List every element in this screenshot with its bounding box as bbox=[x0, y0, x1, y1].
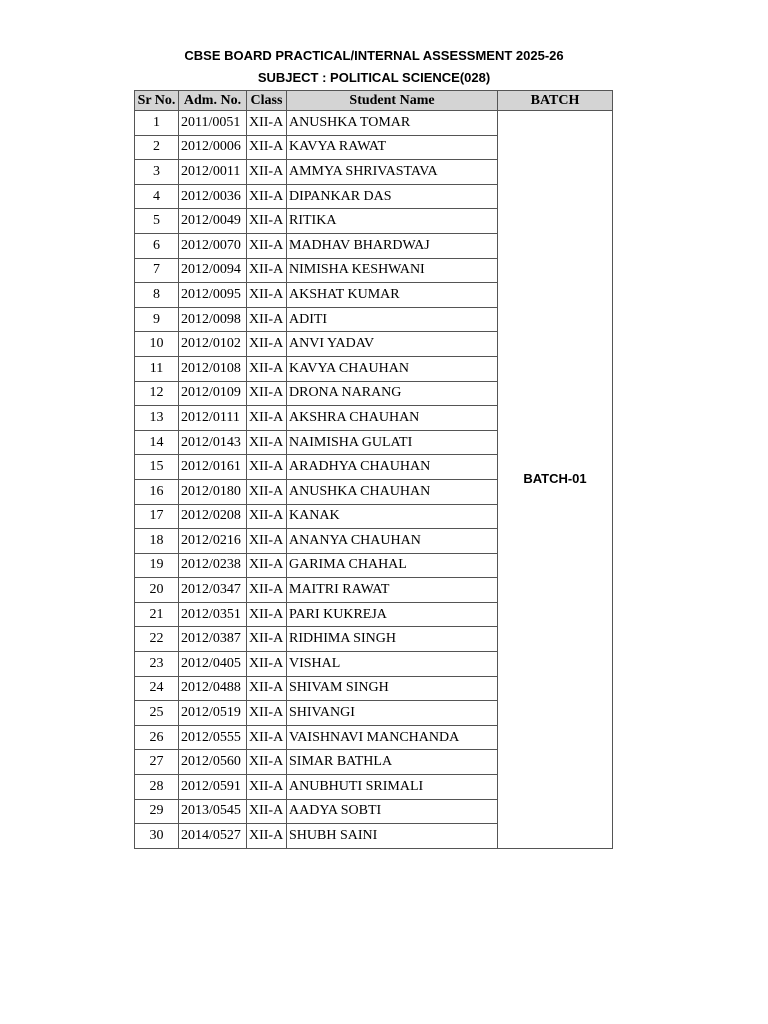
cell-class: XII-A bbox=[247, 750, 287, 775]
cell-batch: BATCH-01 bbox=[498, 111, 613, 849]
cell-adm-no: 2012/0560 bbox=[179, 750, 247, 775]
cell-sr-no: 22 bbox=[135, 627, 179, 652]
cell-sr-no: 27 bbox=[135, 750, 179, 775]
cell-adm-no: 2012/0095 bbox=[179, 283, 247, 308]
cell-sr-no: 11 bbox=[135, 356, 179, 381]
cell-class: XII-A bbox=[247, 725, 287, 750]
cell-student-name: AADYA SOBTI bbox=[287, 799, 498, 824]
cell-student-name: MADHAV BHARDWAJ bbox=[287, 233, 498, 258]
header-student-name: Student Name bbox=[287, 91, 498, 111]
cell-class: XII-A bbox=[247, 701, 287, 726]
cell-adm-no: 2013/0545 bbox=[179, 799, 247, 824]
cell-sr-no: 1 bbox=[135, 111, 179, 136]
cell-adm-no: 2012/0216 bbox=[179, 529, 247, 554]
document-subtitle: SUBJECT : POLITICAL SCIENCE(028) bbox=[257, 70, 491, 85]
cell-class: XII-A bbox=[247, 676, 287, 701]
header-sr-no: Sr No. bbox=[135, 91, 179, 111]
cell-class: XII-A bbox=[247, 111, 287, 136]
cell-adm-no: 2012/0108 bbox=[179, 356, 247, 381]
cell-student-name: NIMISHA KESHWANI bbox=[287, 258, 498, 283]
cell-student-name: ANVI YADAV bbox=[287, 332, 498, 357]
cell-class: XII-A bbox=[247, 627, 287, 652]
cell-adm-no: 2012/0161 bbox=[179, 455, 247, 480]
cell-sr-no: 10 bbox=[135, 332, 179, 357]
cell-student-name: ADITI bbox=[287, 307, 498, 332]
cell-student-name: ARADHYA CHAUHAN bbox=[287, 455, 498, 480]
cell-student-name: VISHAL bbox=[287, 652, 498, 677]
student-roster-table bbox=[134, 90, 613, 849]
cell-student-name: SHIVANGI bbox=[287, 701, 498, 726]
cell-sr-no: 3 bbox=[135, 160, 179, 185]
cell-student-name: PARI KUKREJA bbox=[287, 602, 498, 627]
cell-sr-no: 18 bbox=[135, 529, 179, 554]
cell-adm-no: 2012/0591 bbox=[179, 775, 247, 800]
cell-class: XII-A bbox=[247, 652, 287, 677]
cell-student-name: AKSHAT KUMAR bbox=[287, 283, 498, 308]
cell-sr-no: 12 bbox=[135, 381, 179, 406]
cell-student-name: ANUSHKA CHAUHAN bbox=[287, 479, 498, 504]
cell-class: XII-A bbox=[247, 406, 287, 431]
cell-sr-no: 5 bbox=[135, 209, 179, 234]
cell-class: XII-A bbox=[247, 529, 287, 554]
cell-adm-no: 2012/0036 bbox=[179, 184, 247, 209]
cell-sr-no: 9 bbox=[135, 307, 179, 332]
cell-sr-no: 2 bbox=[135, 135, 179, 160]
cell-sr-no: 24 bbox=[135, 676, 179, 701]
cell-adm-no: 2012/0109 bbox=[179, 381, 247, 406]
cell-class: XII-A bbox=[247, 479, 287, 504]
cell-adm-no: 2012/0143 bbox=[179, 430, 247, 455]
cell-student-name: VAISHNAVI MANCHANDA bbox=[287, 725, 498, 750]
cell-sr-no: 23 bbox=[135, 652, 179, 677]
cell-student-name: SHUBH SAINI bbox=[287, 824, 498, 849]
cell-student-name: RITIKA bbox=[287, 209, 498, 234]
table-body bbox=[135, 111, 613, 849]
cell-class: XII-A bbox=[247, 356, 287, 381]
cell-student-name: ANUBHUTI SRIMALI bbox=[287, 775, 498, 800]
cell-class: XII-A bbox=[247, 381, 287, 406]
cell-sr-no: 21 bbox=[135, 602, 179, 627]
cell-sr-no: 16 bbox=[135, 479, 179, 504]
cell-adm-no: 2012/0555 bbox=[179, 725, 247, 750]
cell-student-name: AMMYA SHRIVASTAVA bbox=[287, 160, 498, 185]
cell-adm-no: 2012/0098 bbox=[179, 307, 247, 332]
cell-student-name: SIMAR BATHLA bbox=[287, 750, 498, 775]
header-batch: BATCH bbox=[498, 91, 613, 111]
cell-student-name: ANUSHKA TOMAR bbox=[287, 111, 498, 136]
cell-adm-no: 2012/0102 bbox=[179, 332, 247, 357]
cell-sr-no: 17 bbox=[135, 504, 179, 529]
cell-adm-no: 2012/0347 bbox=[179, 578, 247, 603]
cell-adm-no: 2012/0070 bbox=[179, 233, 247, 258]
cell-class: XII-A bbox=[247, 430, 287, 455]
cell-sr-no: 28 bbox=[135, 775, 179, 800]
cell-student-name: DRONA NARANG bbox=[287, 381, 498, 406]
cell-class: XII-A bbox=[247, 799, 287, 824]
cell-student-name: ANANYA CHAUHAN bbox=[287, 529, 498, 554]
cell-adm-no: 2012/0387 bbox=[179, 627, 247, 652]
cell-adm-no: 2011/0051 bbox=[179, 111, 247, 136]
cell-sr-no: 20 bbox=[135, 578, 179, 603]
cell-adm-no: 2012/0405 bbox=[179, 652, 247, 677]
cell-sr-no: 19 bbox=[135, 553, 179, 578]
cell-sr-no: 13 bbox=[135, 406, 179, 431]
cell-adm-no: 2012/0238 bbox=[179, 553, 247, 578]
cell-class: XII-A bbox=[247, 602, 287, 627]
cell-class: XII-A bbox=[247, 504, 287, 529]
cell-student-name: RIDHIMA SINGH bbox=[287, 627, 498, 652]
cell-class: XII-A bbox=[247, 824, 287, 849]
cell-sr-no: 25 bbox=[135, 701, 179, 726]
cell-class: XII-A bbox=[247, 455, 287, 480]
table-header-row bbox=[135, 91, 613, 111]
cell-adm-no: 2012/0094 bbox=[179, 258, 247, 283]
cell-class: XII-A bbox=[247, 775, 287, 800]
cell-class: XII-A bbox=[247, 160, 287, 185]
document-title: CBSE BOARD PRACTICAL/INTERNAL ASSESSMENT 2025-26 bbox=[184, 48, 564, 63]
header-adm-no: Adm. No. bbox=[179, 91, 247, 111]
cell-adm-no: 2012/0351 bbox=[179, 602, 247, 627]
cell-adm-no: 2012/0519 bbox=[179, 701, 247, 726]
cell-sr-no: 6 bbox=[135, 233, 179, 258]
cell-sr-no: 15 bbox=[135, 455, 179, 480]
cell-adm-no: 2012/0011 bbox=[179, 160, 247, 185]
cell-sr-no: 30 bbox=[135, 824, 179, 849]
cell-class: XII-A bbox=[247, 553, 287, 578]
cell-student-name: NAIMISHA GULATI bbox=[287, 430, 498, 455]
cell-student-name: SHIVAM SINGH bbox=[287, 676, 498, 701]
cell-sr-no: 7 bbox=[135, 258, 179, 283]
cell-sr-no: 26 bbox=[135, 725, 179, 750]
cell-class: XII-A bbox=[247, 258, 287, 283]
cell-class: XII-A bbox=[247, 233, 287, 258]
cell-class: XII-A bbox=[247, 307, 287, 332]
cell-student-name: DIPANKAR DAS bbox=[287, 184, 498, 209]
cell-student-name: MAITRI RAWAT bbox=[287, 578, 498, 603]
cell-adm-no: 2014/0527 bbox=[179, 824, 247, 849]
cell-class: XII-A bbox=[247, 184, 287, 209]
cell-student-name: KAVYA RAWAT bbox=[287, 135, 498, 160]
cell-adm-no: 2012/0488 bbox=[179, 676, 247, 701]
cell-class: XII-A bbox=[247, 332, 287, 357]
cell-adm-no: 2012/0006 bbox=[179, 135, 247, 160]
cell-sr-no: 8 bbox=[135, 283, 179, 308]
cell-sr-no: 4 bbox=[135, 184, 179, 209]
cell-student-name: KAVYA CHAUHAN bbox=[287, 356, 498, 381]
cell-sr-no: 29 bbox=[135, 799, 179, 824]
cell-adm-no: 2012/0208 bbox=[179, 504, 247, 529]
cell-class: XII-A bbox=[247, 283, 287, 308]
cell-student-name: GARIMA CHAHAL bbox=[287, 553, 498, 578]
cell-adm-no: 2012/0180 bbox=[179, 479, 247, 504]
table-row bbox=[135, 111, 613, 136]
cell-class: XII-A bbox=[247, 135, 287, 160]
cell-student-name: KANAK bbox=[287, 504, 498, 529]
cell-adm-no: 2012/0111 bbox=[179, 406, 247, 431]
cell-adm-no: 2012/0049 bbox=[179, 209, 247, 234]
header-class: Class bbox=[247, 91, 287, 111]
cell-sr-no: 14 bbox=[135, 430, 179, 455]
cell-class: XII-A bbox=[247, 209, 287, 234]
cell-student-name: AKSHRA CHAUHAN bbox=[287, 406, 498, 431]
cell-class: XII-A bbox=[247, 578, 287, 603]
